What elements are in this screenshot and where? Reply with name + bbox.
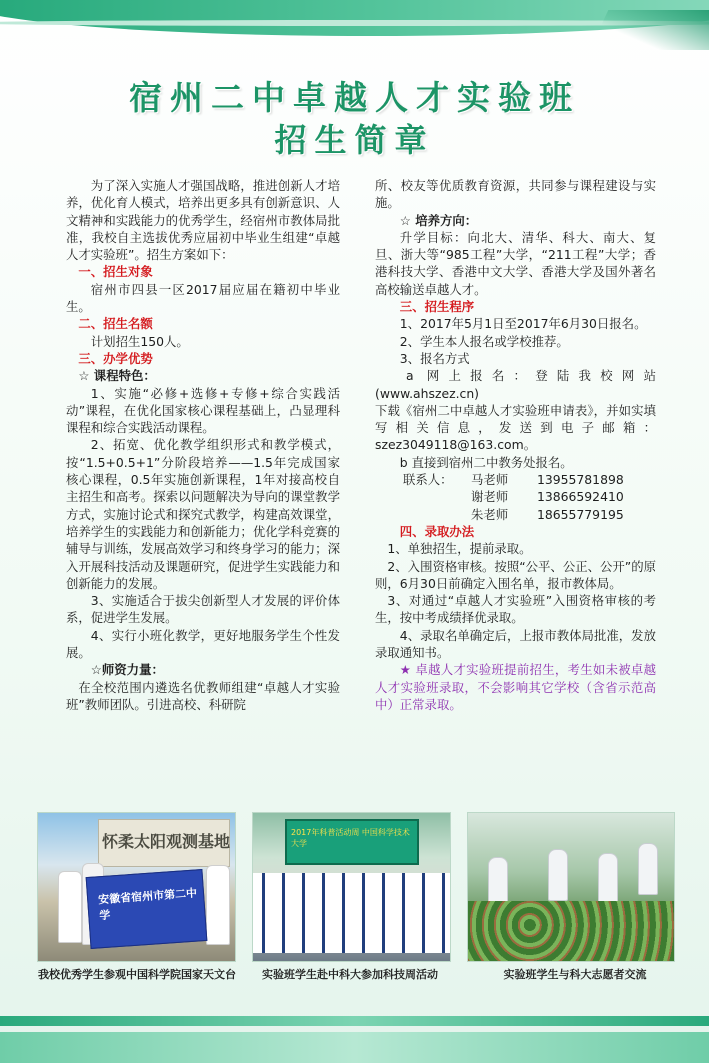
photo-caption: 我校优秀学生参观中国科学院国家天文台 — [38, 968, 236, 981]
photo-caption: 实验班学生赴中科大参加科技周活动 — [262, 968, 438, 981]
right-column — [375, 177, 656, 713]
contact-row — [375, 506, 656, 523]
direction-text: 升学目标：向北大、清华、科大、南大、复旦、浙大等“985工程”大学，“211工程”大学；香港科技大学、香港中文大学、香港大学及国外著名高校输送卓越人才。 — [375, 229, 656, 297]
student-figure — [548, 849, 568, 901]
admission-note: ★ 卓越人才实验班提前招生，考生如未被卓越人才实验班录取，不会影响其它学校（含省示范高中）正常录取。 — [375, 662, 656, 712]
contact-row — [375, 471, 656, 488]
procedure-step-1: 1、2017年5月1日至2017年6月30日报名。 — [399, 316, 647, 332]
contact-label: 联系人： — [403, 472, 453, 488]
bottom-stripe — [0, 1016, 709, 1026]
photo-strip — [37, 812, 673, 960]
admission-step-2: 2、入围资格审核。按照“公平、公正、公开”的原则，6月30日前确定入围名单，报市教体局。 — [375, 558, 656, 591]
procedure-step-2: 2、学生本人报名或学校推荐。 — [399, 333, 569, 349]
course-feature-1: 1、实施“必修+选修+专修+综合实践活动”课程，在优化国家核心课程基础上，凸显理科课程和综合实践活动课程。 — [66, 385, 340, 436]
contact-phone: 13955781898 — [537, 472, 624, 488]
section-heading-enrollment-target: 一、招生对象 — [78, 264, 153, 280]
contact-name: 谢老师 — [471, 489, 509, 505]
photo-volunteer-exchange — [467, 812, 675, 962]
download-form-text: 下载《宿州二中卓越人才实验班申请表》，并如实填写相关信息，发送到电子邮箱：szez3049118@163.com。 — [375, 402, 656, 453]
greenhouse-plants — [468, 901, 674, 961]
admission-step-1: 1、单独招生，提前录取。 — [387, 541, 532, 557]
left-column — [66, 177, 340, 713]
student-group-front-row — [253, 913, 450, 953]
student-figure — [598, 853, 618, 905]
course-features-heading: ☆ 课程特色： — [78, 368, 156, 384]
photo-ustc-science-week — [252, 812, 451, 962]
event-screen-text: 2017年科普活动周 中国科学技术大学 — [291, 828, 410, 848]
top-wave-tail — [590, 10, 709, 50]
top-decor-band — [0, 0, 709, 52]
enrollment-target-text: 宿州市四县一区2017届应届在籍初中毕业生。 — [66, 281, 340, 315]
course-feature-4: 4、实行小班化教学，更好地服务学生个性发展。 — [66, 627, 340, 661]
direct-registration: b 直接到宿州二中教务处报名。 — [399, 454, 573, 470]
bottom-decor-band — [0, 1010, 709, 1063]
section-heading-advantages: 三、办学优势 — [78, 350, 153, 366]
quota-text: 计划招生150人。 — [90, 333, 189, 349]
student-group-back-row — [253, 873, 450, 913]
contact-name: 朱老师 — [471, 506, 509, 522]
contact-row — [375, 488, 656, 505]
page-subtitle: 招生简章 — [274, 121, 435, 159]
student-figure — [58, 871, 82, 943]
procedure-step-3: 3、报名方式 — [399, 350, 470, 366]
admission-step-3: 3、对通过“卓越人才实验班”入围资格审核的考生，按中考成绩择优录取。 — [375, 593, 656, 626]
section-heading-admission: 四、录取办法 — [399, 523, 475, 539]
direction-heading: ☆ 培养方向： — [399, 212, 478, 228]
photo-caption: 实验班学生与科大志愿者交流 — [503, 968, 647, 981]
student-figure — [638, 843, 658, 895]
student-figure — [206, 865, 230, 945]
event-screen — [285, 819, 419, 865]
teacher-text: 在全校范围内遴选名优教师组建“卓越人才实验班”教师团队。引进高校、科研院 — [66, 679, 340, 712]
photo-observatory-visit — [37, 812, 236, 962]
teacher-text-continued: 所、校友等优质教育资源，共同参与课程建设与实施。 — [375, 178, 656, 211]
school-banner — [86, 869, 208, 949]
section-heading-quota: 二、招生名额 — [78, 316, 153, 332]
school-banner-text: 安徽省宿州市第二中学 — [97, 886, 198, 923]
course-feature-2: 2、拓宽、优化教学组织形式和教学模式，按“1.5+0.5+1”分阶段培养——1.5年完成国家核心课程，0.5年实施创新课程，1年对接高校自主招生和高考。探索以问题解决为导向的课堂教学方式，实施讨论式和探究式教学，构建高效课堂，培养学生的实践能力和创新能力；优化学科竞赛的辅导与训练，发展高效学习和终身学习的能力；深入开展科技活动及课题研究，促进学生实践能力和创新能力的发展。 — [66, 437, 340, 591]
admission-step-4: 4、录取名单确定后，上报市教体局批准，发放录取通知书。 — [375, 627, 656, 661]
intro-paragraph: 为了深入实施人才强国战略，推进创新人才培养，优化育人模式，培养出更多具有创新意识、人文精神和实践能力的优秀学生，经宿州市教体局批准，我校自主选拔优秀应届初中毕业生组建“卓越人才实验班”。招生方案如下： — [66, 178, 340, 263]
section-heading-procedure: 三、招生程序 — [399, 299, 475, 315]
page-title: 宿州二中卓越人才实验班 — [129, 78, 580, 117]
observatory-sign: 怀柔太阳观测基地 — [102, 832, 231, 851]
teacher-heading: ☆师资力量： — [90, 662, 164, 678]
bottom-bar — [0, 1032, 709, 1063]
course-feature-3: 3、实施适合于拔尖创新型人才发展的评价体系，促进学生发展。 — [66, 593, 340, 626]
online-registration: a 网上报名：登陆我校网站(www.ahszez.cn) — [375, 368, 656, 401]
contact-phone: 13866592410 — [537, 489, 624, 505]
contact-name: 马老师 — [471, 472, 509, 488]
contact-phone: 18655779195 — [537, 506, 624, 522]
